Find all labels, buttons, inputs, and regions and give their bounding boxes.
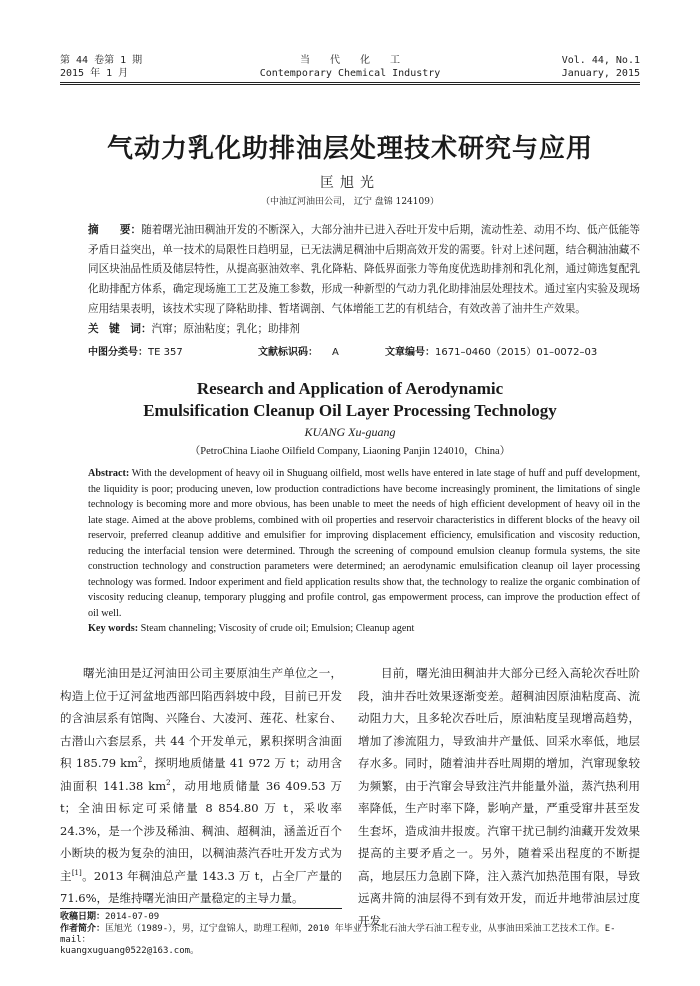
journal-volume: Vol. 44, No.1 January, 2015 <box>561 55 640 79</box>
abstract-cn-label: 摘 要： <box>88 224 142 236</box>
keywords-cn: 汽窜；原油粘度；乳化；助排剂 <box>151 322 300 335</box>
abstract-cn <box>88 221 640 339</box>
body-column-left <box>60 662 342 910</box>
journal-issue: 第 44 卷第 1 期 2015 年 1 月 <box>60 55 143 79</box>
keywords-cn-label: 关 键 词： <box>88 322 152 335</box>
author-en: KUANG Xu-guang <box>304 425 396 439</box>
doc-code: 文献标识码： A <box>258 347 339 358</box>
body-paragraph: 曙光油田是辽河油田公司主要原油生产单位之一，构造上位于辽河盆地西部凹陷西斜坡中段，目前已开发的含油层系有馆陶、兴隆台、大凌河、莲花、杜家台、古潜山六套层系，共 44 个开发单元，累积探明含油面积 185.79 $km^2$，探明地质储量 41 972 万 t；动用含油面积 141.38 $km^2$，动用地质储量 36 409.53 万 t；全油田标定可采储量 8 854.80 万 t，采收率 24.3%，是一个涉及稀油、稠油、超稠油，涵盖近百个小断块的极为复杂的油田，以稠油蒸汽吞吐开发方式为主[1]。2013 年稠油总产量 143.3 万 t，占全厂产量的 71.6%，是维持曙光油田产量稳定的主导力量。 <box>60 666 343 905</box>
header-rule <box>60 82 640 83</box>
keywords-en-label: Key words: <box>88 623 139 634</box>
affiliation: （中油辽河油田公司， 辽宁 盘锦 124109） <box>261 197 439 207</box>
citation-ref[interactable]: [1] <box>71 868 82 877</box>
abstract-en <box>88 466 640 637</box>
english-title: Research and Application of Aerodynamic Emulsification Cleanup Oil Layer Processing Technology <box>143 379 557 420</box>
affiliation-en: （PetroChina Liaohe Oilfield Company, Liaoning Panjin 124010，China） <box>189 446 511 457</box>
footnote-received: 收稿日期：2014-07-09 <box>60 912 160 922</box>
keywords-en: Steam channeling; Viscosity of crude oil; Emulsion; Cleanup agent <box>138 623 415 634</box>
footnote-rule <box>60 908 342 909</box>
header-rule-2 <box>60 84 640 85</box>
abstract-en-text: With the development of heavy oil in Shuguang oilfield, most wells have entered in late stage of huff and puff development, the liquidity is poor; producing uneven, low production contradictions have become increasingly prominent, the limitations of single technology is becoming more and more obvious, has been unable to meet the needs of high efficient development of heavy oil in the late stage. Aimed at the above problems, combined with oil properties and reservoir characteristics in different blocks of the heavy oil reservoir, preferred cleanup additive and emulsifier for improving displacement efficiency, emulsification and viscosity reduction, reducing the interfacial tension were determined. Through the screening of compound emulsion cleanup formula systems, the site construction technology and construction parameters were determined; an aerodynamic emulsification cleanup oil layer processing technology was formed. Indoor experiment and field application results show that, the technology to realize the organic combination of viscosity reducing cleanup, temporary plugging and profile control, gas empowerment process, can improve the production effect of oil well. <box>88 468 640 619</box>
author-email[interactable]: kuangxuguang0522@163.com。 <box>60 946 200 956</box>
body-column-right <box>358 662 640 932</box>
clc-number: 中图分类号：TE 357 <box>88 347 183 358</box>
footnote-bio: 作者简介：匡旭光（1989-），男，辽宁盘锦人，助理工程师，2010 年毕业于东北石油大学石油工程专业，从事油田采油工艺技术工作。E-mail： kuangxuguang0522@163.com。 <box>60 924 616 956</box>
article-number: 文章编号：1671–0460（2015）01–0072–03 <box>385 347 598 358</box>
abstract-cn-text: 随着曙光油田稠油开发的不断深入，大部分油井已进入吞吐开发中后期，流动性差、动用不均、低产低能等矛盾日益突出，单一技术的局限性日趋明显，已无法满足稠油中后期高效开发的需要。针对上述问题，结合稠油油藏不同区块油品性质及储层特性，从提高驱油效率、乳化降粘、降低界面张力等角度优选助排剂和乳化剂，通过筛选复配乳化助排配方体系，确定现场施工工艺及施工参数，形成一种新型的气动力乳化助排油层处理技术。通过室内实验及现场应用结果表明，该技术实现了降粘助排、暂堵调剖、气体增能工艺的有机结合，有效改善了油井生产效果。 <box>88 224 641 315</box>
abstract-en-label: Abstract: <box>88 468 130 479</box>
author: 匡旭光 <box>320 175 380 191</box>
paper-title: 气动力乳化助排油层处理技术研究与应用 <box>106 134 593 164</box>
body-paragraph: 目前，曙光油田稠油井大部分已经入高轮次吞吐阶段，油井吞吐效果逐渐变差。超稠油因原油粘度高、流动阻力大，且多轮次吞吐后，原油粘度呈现增高趋势，增加了渗流阻力，导致油井产量低、回采水率低，地层存水多。同时，随着油井吞吐周期的增加，汽窜现象较为频繁，由于汽窜会导致注汽井能量外溢，蒸汽热利用率降低，生产时率下降，影响产量，严重受窜井甚至发生套坏，造成油井报废。汽窜干扰已制约油藏开发效果提高的主要矛盾之一。另外，随着采出程度的不断提高，地层压力急剧下降，注入蒸汽加热范围有限，导致远离井筒的油层得不到有效开发，而近井地带油层过度开发， <box>358 666 640 928</box>
journal-name: 当 代 化 工 Contemporary Chemical Industry <box>259 55 441 79</box>
